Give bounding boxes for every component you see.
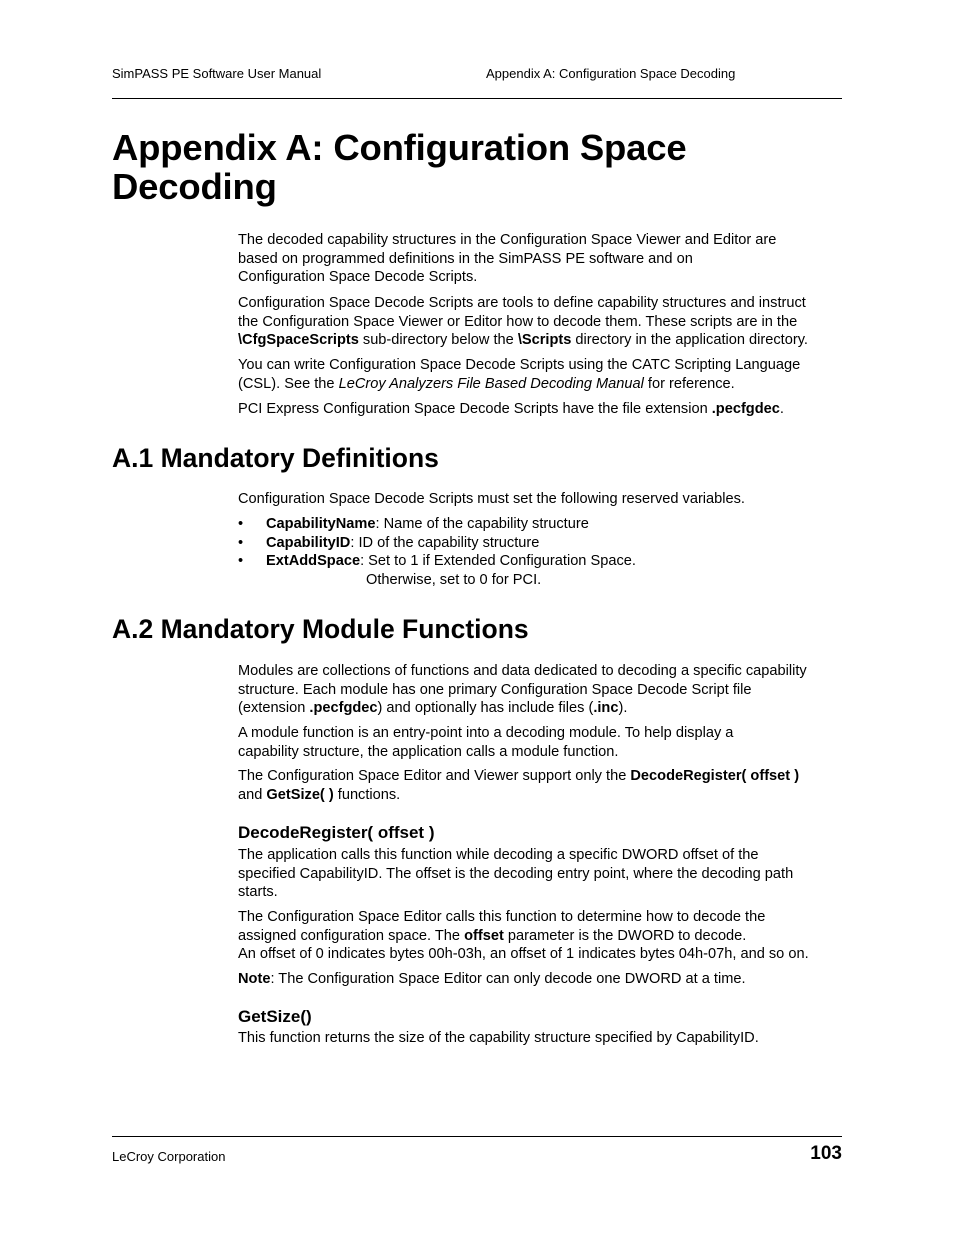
bullet-icon: • xyxy=(238,553,244,569)
subheading-getsize: GetSize() xyxy=(238,1007,312,1026)
section2-paragraph-3: The Configuration Space Editor and Viewer support only the DecodeRegister( offset ) and GetSize( ) functions. xyxy=(238,768,800,803)
getsize-paragraph: This function returns the size of the capability structure specified by CapabilityID. xyxy=(238,1030,759,1046)
intro-paragraph-2: Configuration Space Decode Scripts are tools to define capability structures and instruct the Configuration Space Viewer or Editor how to decode them. These scripts are in the \CfgSpaceScripts sub-directory below the \Scripts directory in the application directory. xyxy=(238,295,808,349)
bullet-item-capabilityname: • CapabilityName: Name of the capability structure xyxy=(238,516,589,532)
section2-paragraph-2: A module function is an entry-point into a decoding module. To help display a capability structure, the application calls a module function. xyxy=(238,725,734,760)
running-header-right: Appendix A: Configuration Space Decoding xyxy=(486,66,736,81)
page-title-line1: Appendix A: Configuration Space xyxy=(112,127,687,168)
running-header-left: SimPASS PE Software User Manual xyxy=(112,66,322,81)
page-number: 103 xyxy=(810,1143,842,1164)
decoderegister-paragraph-2: The Configuration Space Editor calls this function to determine how to decode the assigned configuration space. The offset parameter is the DWORD to decode. An offset of 0 indicates bytes 00h-03h, an offset of 1 indicates bytes 04h-07h, and so on. xyxy=(238,909,809,963)
footer-company: LeCroy Corporation xyxy=(112,1149,226,1164)
intro-paragraph-4: PCI Express Configuration Space Decode Scripts have the file extension .pecfgdec. xyxy=(238,401,784,417)
bullet-icon: • xyxy=(238,535,244,551)
decoderegister-paragraph-1: The application calls this function while decoding a specific DWORD offset of the specified CapabilityID. The offset is the decoding entry point, where the decoding path starts. xyxy=(238,847,794,901)
footer-rule xyxy=(112,1136,842,1137)
section-heading-mandatory-module-functions: A.2 Mandatory Module Functions xyxy=(112,614,529,644)
page-title xyxy=(112,128,842,206)
bullet-item-capabilityid: • CapabilityID: ID of the capability structure xyxy=(238,535,540,551)
bullet-item-extaddspace: • ExtAddSpace: Set to 1 if Extended Configuration Space. xyxy=(238,553,636,569)
decoderegister-note: Note: The Configuration Space Editor can only decode one DWORD at a time. xyxy=(238,971,746,987)
page-title-line2: Decoding xyxy=(112,166,277,207)
intro-paragraph-1: The decoded capability structures in the Configuration Space Viewer and Editor are based on programmed definitions in the SimPASS PE software and on Configuration Space Decode Scripts. xyxy=(238,232,777,286)
header-rule xyxy=(112,98,842,99)
subheading-decoderegister: DecodeRegister( offset ) xyxy=(238,823,435,842)
section2-paragraph-1: Modules are collections of functions and data dedicated to decoding a specific capability structure. Each module has one primary Configuration Space Decode Script file (extension .pecfgdec) and optionally has include files (.inc). xyxy=(238,663,807,717)
bullet-icon: • xyxy=(238,516,244,532)
section1-lead: Configuration Space Decode Scripts must set the following reserved variables. xyxy=(238,491,745,507)
intro-paragraph-3: You can write Configuration Space Decode Scripts using the CATC Scripting Language (CSL). See the LeCroy Analyzers File Based Decoding Manual for reference. xyxy=(238,357,801,392)
bullet-continuation: Otherwise, set to 0 for PCI. xyxy=(366,572,542,588)
section-heading-mandatory-definitions: A.1 Mandatory Definitions xyxy=(112,443,439,473)
